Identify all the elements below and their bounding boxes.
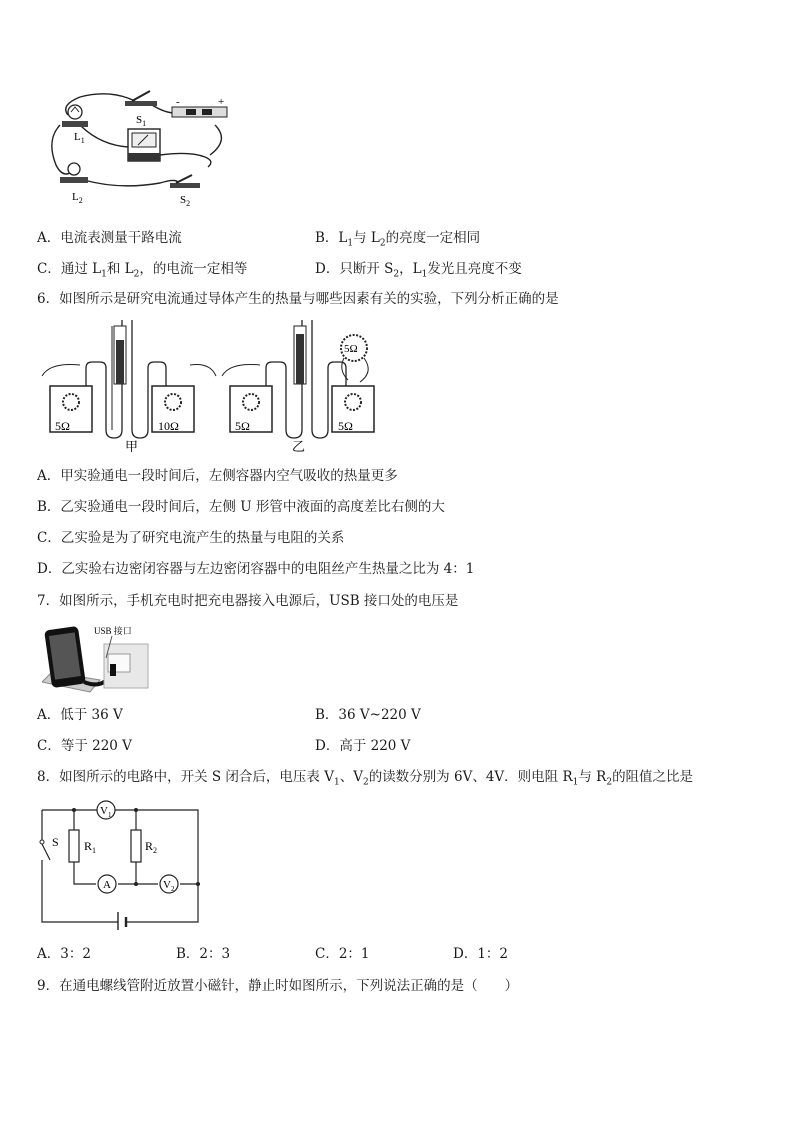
q8-stem-post: 的阻值之比是 — [612, 769, 694, 785]
q8-option-d[interactable]: D．1：2 — [453, 946, 509, 962]
q5-option-b-sub1: 1 — [347, 238, 354, 249]
svg-text:乙: 乙 — [292, 439, 306, 454]
q8-option-a[interactable]: A．3：2 — [37, 946, 91, 962]
svg-text:L1: $L_1$ — [74, 131, 85, 145]
q5-option-a[interactable]: A．电流表测量干路电流 — [37, 230, 182, 246]
svg-text:A: A — [103, 879, 111, 891]
q7-option-b[interactable]: B．36 V~220 V — [315, 707, 421, 723]
q5-option-d-mid: ，L — [399, 261, 422, 277]
svg-text:5Ω: 5Ω — [344, 343, 358, 355]
q8-option-c[interactable]: C．2：1 — [315, 946, 370, 962]
battery-icon — [172, 107, 227, 117]
q6-stem: 6．如图所示是研究电流通过导体产生的热量与哪些因素有关的实验，下列分析正确的是 — [37, 291, 559, 307]
svg-text:R1: $R_1$ — [84, 839, 97, 855]
q6-heat-experiment-figure — [40, 320, 390, 455]
battery-icon — [118, 912, 126, 930]
voltmeter-v1-icon — [97, 801, 115, 819]
q7-option-c[interactable]: C．等于 220 V — [37, 738, 132, 754]
svg-text:-: - — [176, 96, 180, 108]
q8-stem-sub1: 1 — [333, 777, 340, 788]
q5-option-c-mid: 和 L — [106, 261, 134, 277]
svg-text:甲: 甲 — [125, 439, 139, 454]
q5-option-d-sub1: 2 — [393, 269, 400, 280]
q8-stem-sub3: 1 — [572, 777, 579, 788]
q7-phone-charger-figure — [42, 620, 167, 698]
q8-stem-text: 8．如图所示的电路中，开关 S 闭合后，电压表 V — [37, 769, 334, 785]
q7-option-d[interactable]: D．高于 220 V — [315, 738, 411, 754]
svg-text:V2: $V_2$ — [163, 879, 175, 893]
q5-option-c-sub1: 1 — [101, 269, 107, 280]
svg-text:L2: $L_2$ — [72, 191, 83, 205]
switch-s2-icon — [170, 175, 200, 188]
svg-text:5Ω: 5Ω — [55, 419, 70, 433]
experiment-yi — [222, 320, 374, 454]
svg-text:S: S — [52, 835, 59, 849]
voltmeter-v2-icon — [160, 875, 178, 893]
q5-option-d-post: 发光且亮度不变 — [427, 261, 522, 277]
svg-text:R2: $R_2$ — [145, 839, 158, 855]
q5-option-b-text: B．L — [315, 230, 348, 246]
svg-text:V1: $V_1$ — [100, 805, 112, 819]
resistor-r2-icon — [131, 830, 141, 862]
q8-stem-sub2: 2 — [362, 777, 369, 788]
q6-option-c[interactable]: C．乙实验是为了研究电流产生的热量与电阻的关系 — [37, 530, 345, 546]
q6-option-a[interactable]: A．甲实验通电一段时间后，左侧容器内空气吸收的热量更多 — [37, 468, 398, 484]
q5-option-b-mid: 与 L — [353, 230, 380, 246]
ammeter-a-icon — [98, 875, 116, 893]
q8-stem-mid3: 与 R — [578, 769, 607, 785]
q5-option-c-post: ，的电流一定相等 — [139, 261, 248, 277]
q8-stem-mid2: 的读数分别为 6V、4V．则电阻 R — [368, 769, 573, 785]
q5-option-c[interactable] — [37, 260, 247, 284]
svg-text:S1: $S_1$ — [136, 114, 147, 128]
q5-circuit-figure — [40, 85, 240, 210]
q7-option-a[interactable]: A．低于 36 V — [37, 707, 123, 723]
q6-option-d[interactable]: D．乙实验右边密闭容器与左边密闭容器中的电阻丝产生热量之比为 4：1 — [37, 561, 475, 577]
q8-stem-sub4: 2 — [606, 777, 613, 788]
svg-text:USB 接口: USB 接口 — [94, 626, 132, 636]
q5-option-b-post: 的亮度一定相同 — [385, 230, 481, 246]
wall-outlet-icon — [104, 644, 148, 688]
q7-stem: 7．如图所示，手机充电时把充电器接入电源后，USB 接口处的电压是 — [37, 593, 459, 609]
q5-option-d-text: D．只断开 S — [315, 261, 394, 277]
q5-option-c-text: C．通过 L — [37, 261, 102, 277]
q5-option-b-sub2: 2 — [379, 238, 386, 249]
svg-text:5Ω: 5Ω — [235, 419, 250, 433]
resistor-r1-icon — [69, 830, 79, 862]
q5-option-d-sub2: 1 — [421, 269, 428, 280]
q8-stem-mid1: 、V — [339, 769, 363, 785]
q8-circuit-figure — [38, 800, 213, 930]
q6-option-b[interactable]: B．乙实验通电一段时间后，左侧 U 形管中液面的高度差比右侧的大 — [37, 499, 445, 515]
q8-option-b[interactable]: B．2：3 — [176, 946, 231, 962]
svg-text:S2: $S_2$ — [180, 194, 191, 208]
svg-text:+: + — [218, 96, 225, 108]
switch-s-icon — [40, 840, 50, 860]
q9-stem: 9．在通电螺线管附近放置小磁针，静止时如图所示，下列说法正确的是（ ） — [37, 978, 519, 994]
q8-stem — [37, 768, 693, 792]
svg-text:10Ω: 10Ω — [158, 419, 179, 433]
experiment-jia — [42, 320, 216, 454]
ammeter-icon — [128, 129, 160, 161]
svg-text:5Ω: 5Ω — [338, 419, 353, 433]
q5-option-c-sub2: 2 — [133, 269, 140, 280]
q5-option-b[interactable] — [315, 229, 480, 253]
q5-option-d[interactable] — [315, 260, 522, 284]
